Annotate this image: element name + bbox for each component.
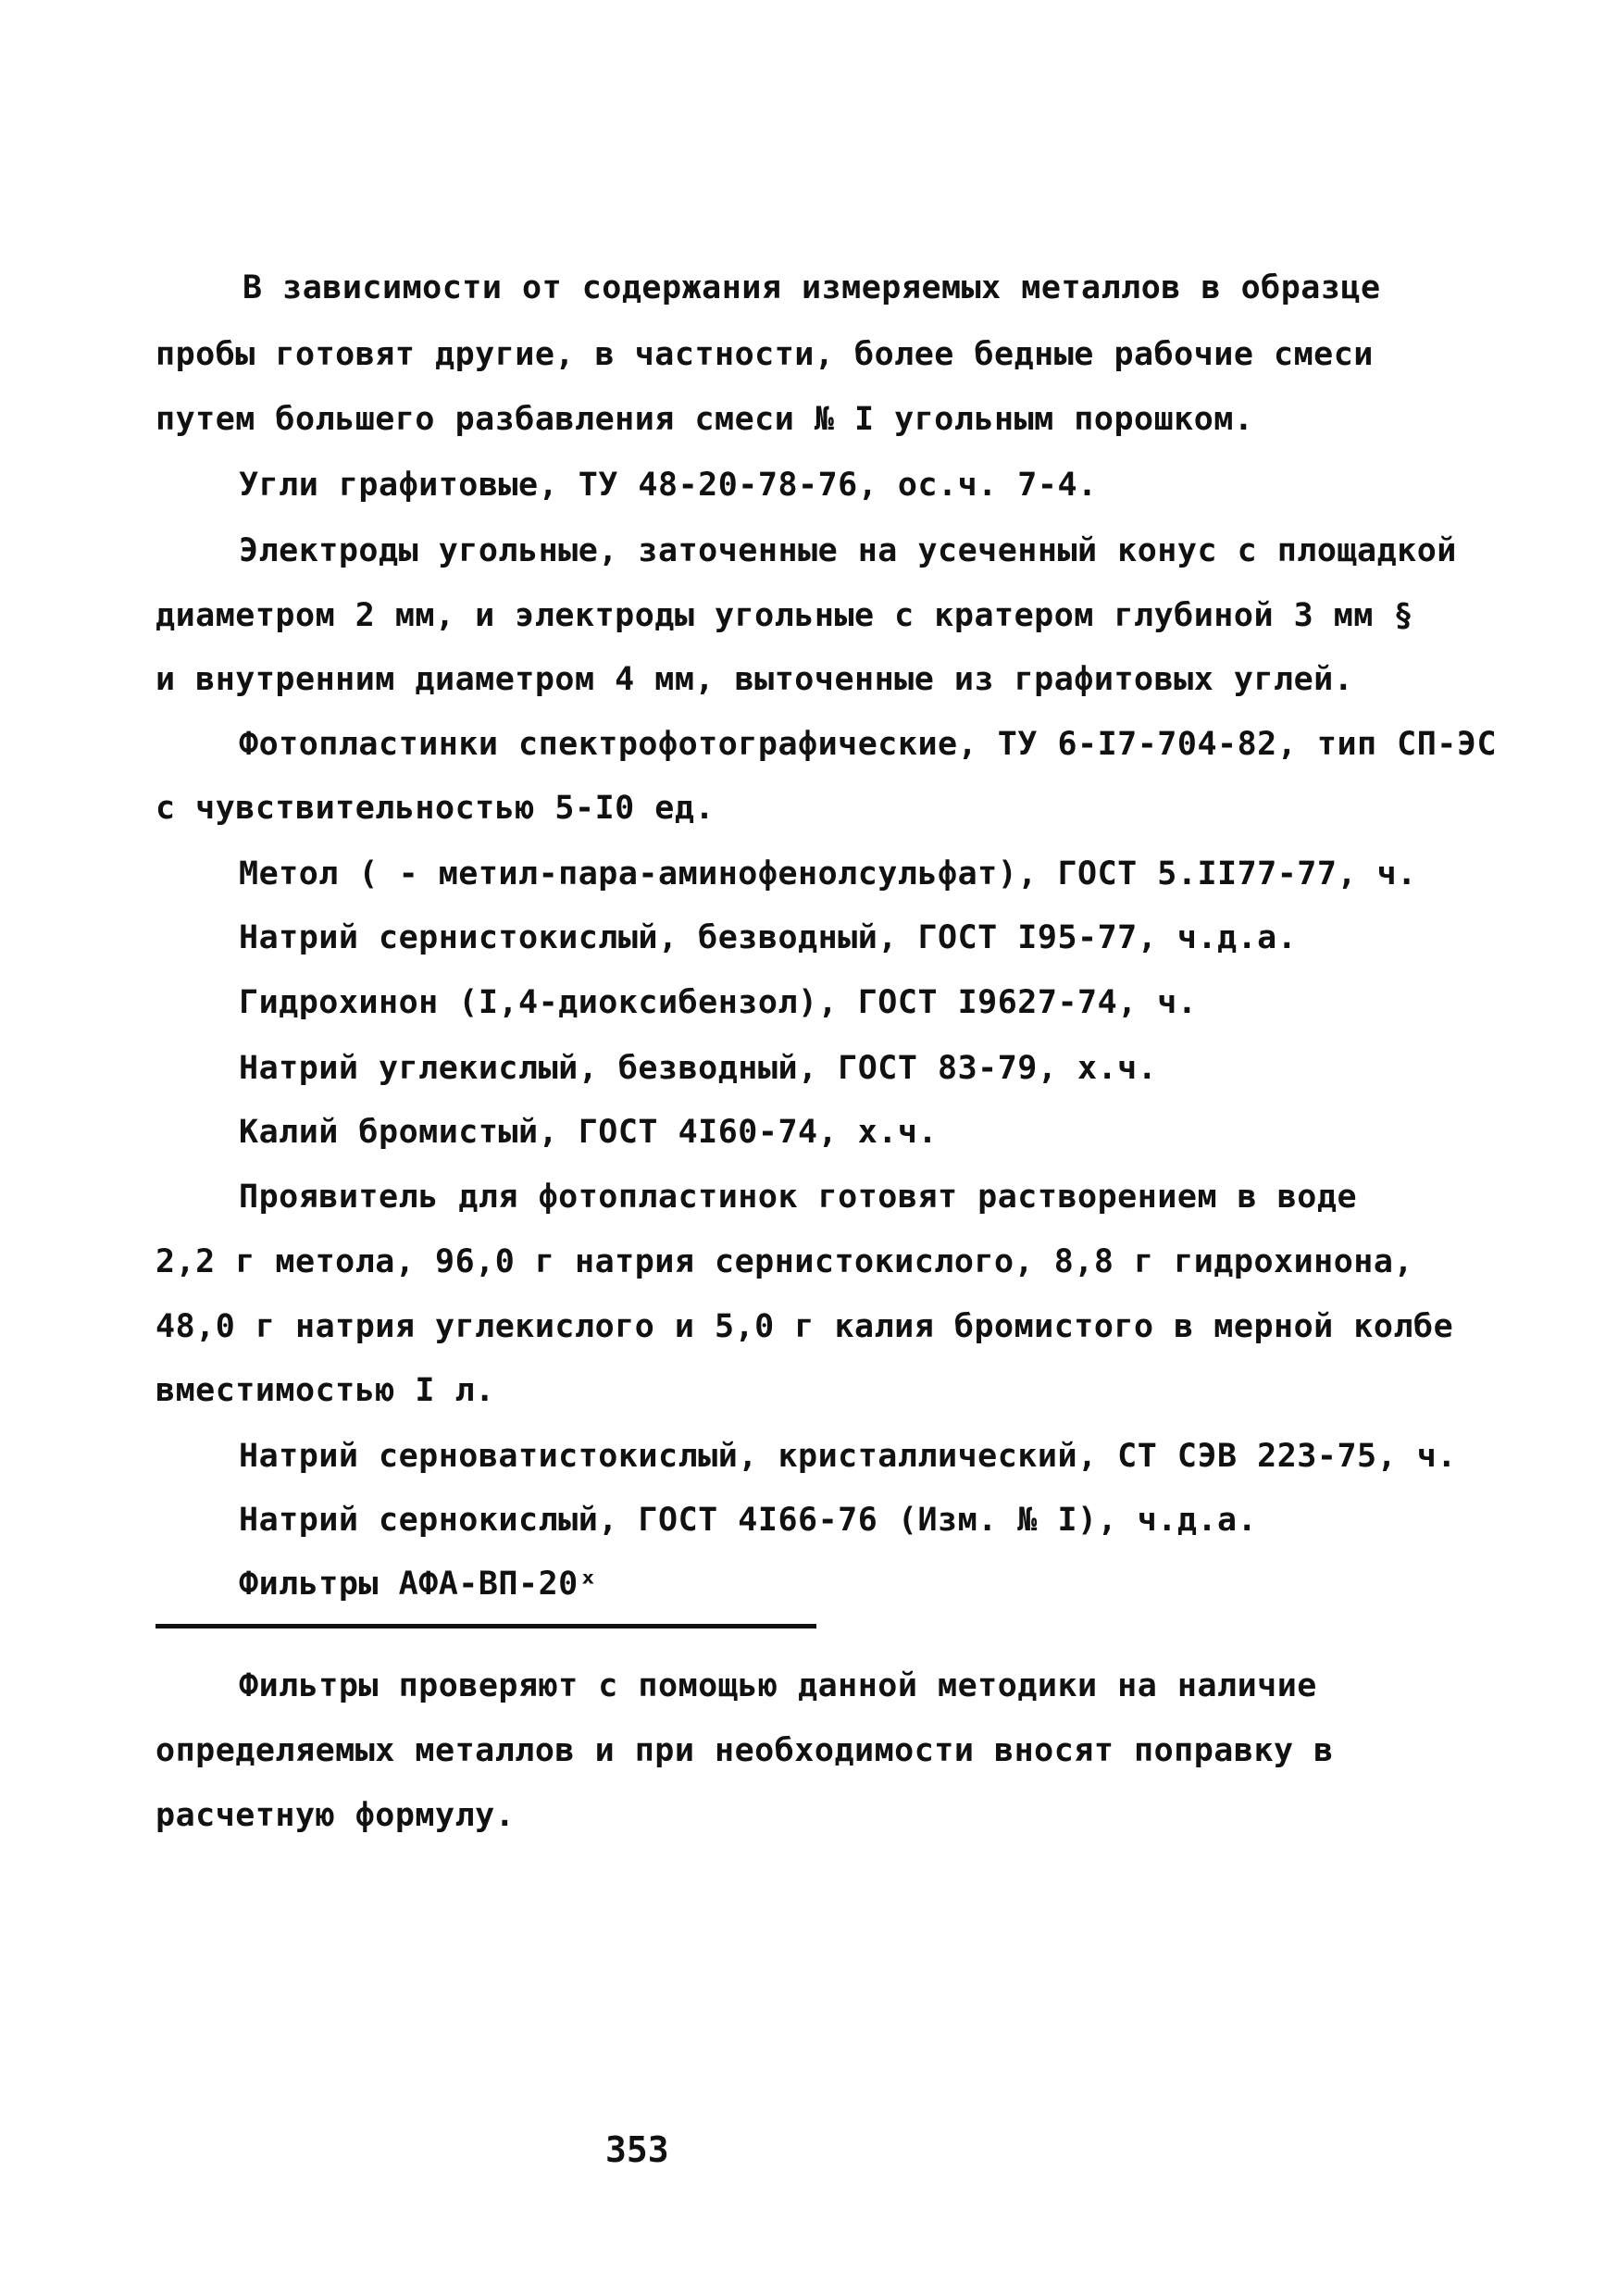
text-line: Натрий сернистокислый, безводный, ГОСТ I95-77, ч.д.а. — [239, 919, 1298, 956]
text-line: 2,2 г метола, 96,0 г натрия сернистокислого, 8,8 г гидрохинона, — [156, 1243, 1414, 1280]
text-line: Гидрохинон (I,4-диоксибензол), ГОСТ I9627-74, ч. — [239, 984, 1198, 1021]
text-line: и внутренним диаметром 4 мм, выточенные из графитовых углей. — [156, 661, 1354, 698]
text-line: Проявитель для фотопластинок готовят растворением в воде — [239, 1179, 1358, 1216]
page-number: 353 — [605, 2129, 669, 2170]
text-line: В зависимости от содержания измеряемых металлов в образце — [243, 269, 1381, 306]
footnote-line: Фильтры проверяют с помощью данной методики на наличие — [239, 1667, 1317, 1704]
text-line: Электроды угольные, заточенные на усеченный конус с площадкой — [239, 532, 1457, 569]
footnote-divider — [156, 1624, 816, 1628]
text-line: путем большего разбавления смеси № I угольным порошком. — [156, 401, 1254, 438]
text-line: диаметром 2 мм, и электроды угольные с кратером глубиной 3 мм § — [156, 597, 1414, 634]
footnote-line: определяемых металлов и при необходимости вносят поправку в — [156, 1732, 1334, 1769]
text-line: пробы готовят другие, в частности, более бедные рабочие смеси — [156, 336, 1374, 373]
text-line: вместимостью I л. — [156, 1372, 495, 1409]
footnote-line: расчетную формулу. — [156, 1797, 516, 1834]
text-line: Натрий сернокислый, ГОСТ 4I66-76 (Изм. № I), ч.д.а. — [239, 1502, 1258, 1539]
text-line: Калий бромистый, ГОСТ 4I60-74, х.ч. — [239, 1114, 939, 1151]
text-line: Угли графитовые, ТУ 48-20-78-76, ос.ч. 7-4. — [239, 467, 1098, 504]
text-line: 48,0 г натрия углекислого и 5,0 г калия бромистого в мерной колбе — [156, 1308, 1454, 1345]
text-line: с чувствительностью 5-I0 ед. — [156, 790, 716, 827]
text-line: Фильтры АФА-ВП-20ˣ — [239, 1566, 599, 1603]
text-line: Метол ( - метил-пара-аминофенолсульфат), ГОСТ 5.II77-77, ч. — [239, 855, 1417, 892]
text-line: Натрий серноватистокислый, кристаллический, СТ СЭВ 223-75, ч. — [239, 1438, 1457, 1475]
text-line: Фотопластинки спектрофотографические, ТУ 6-I7-704-82, тип СП-ЭС — [239, 726, 1498, 763]
text-line: Натрий углекислый, безводный, ГОСТ 83-79, х.ч. — [239, 1050, 1158, 1087]
